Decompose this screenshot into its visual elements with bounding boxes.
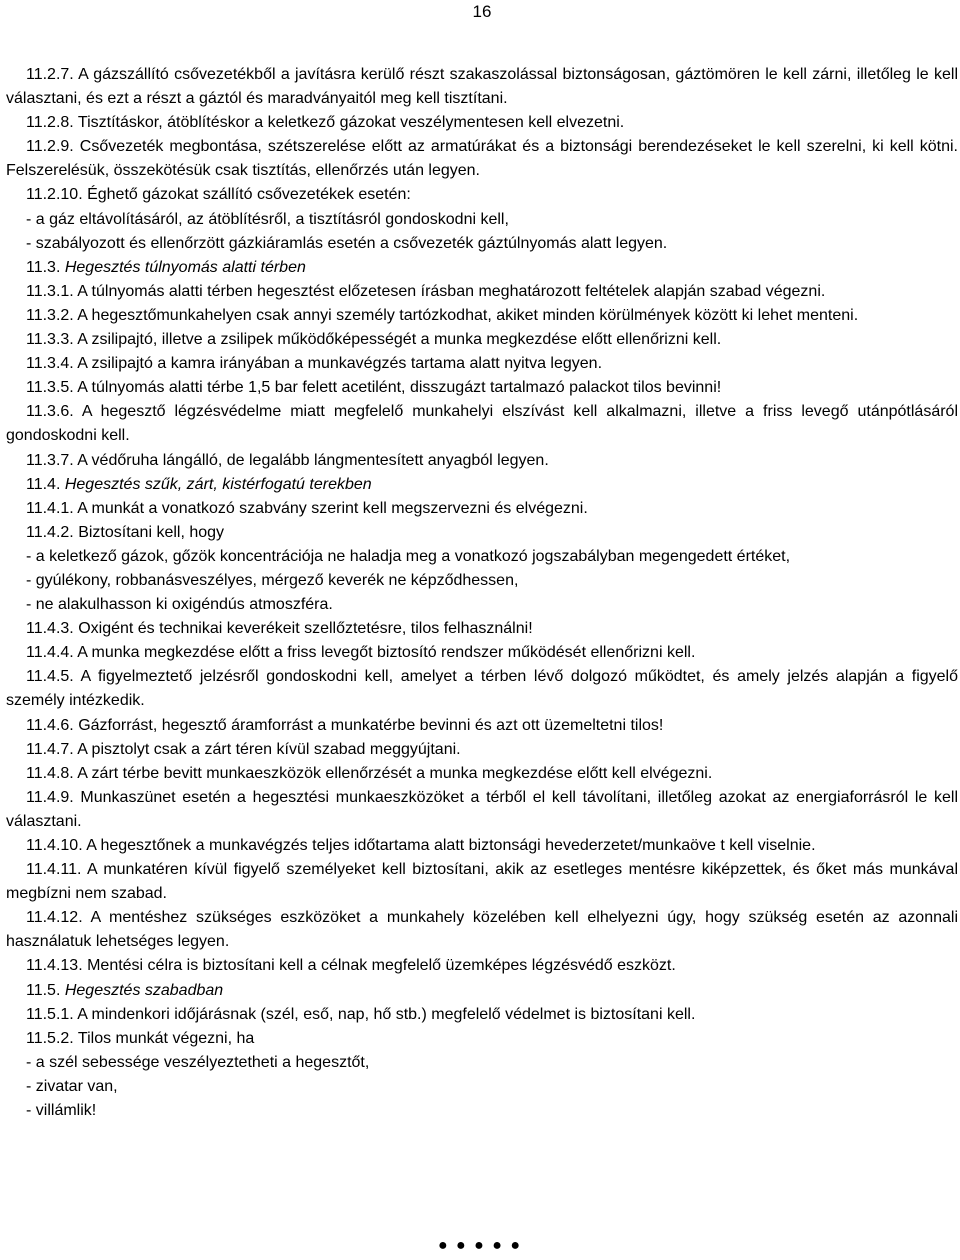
- paragraph: 11.4.3. Oxigént és technikai keverékeit szellőztetésre, tilos felhasználni!: [26, 620, 533, 638]
- list-item: - a gáz eltávolításáról, az átöblítésről, a tisztításról gondoskodni kell,: [26, 210, 509, 228]
- paragraph: 11.5.1. A mindenkori időjárásnak (szél, eső, nap, hő stb.) megfelelő védelmet is biztosítani kell.: [26, 1005, 696, 1023]
- paragraph: 11.4.4. A munka megkezdése előtt a friss levegőt biztosító rendszer működését ellenőrizni kell.: [26, 644, 696, 662]
- section-number: 11.5.: [26, 981, 65, 999]
- paragraph: 11.3.7. A védőruha lángálló, de legalább lángmentesített anyagból legyen.: [26, 451, 549, 469]
- list-item: - a szél sebessége veszélyeztetheti a hegesztőt,: [26, 1053, 370, 1071]
- paragraph: 11.2.8. Tisztításkor, átöblítéskor a keletkező gázokat veszélymentesen kell elvezetni.: [26, 114, 625, 132]
- section-title: Hegesztés szabadban: [64, 981, 224, 999]
- paragraph: 11.4.13. Mentési célra is biztosítani kell a célnak megfelelő üzemképes légzésvédő eszközt.: [26, 957, 676, 975]
- paragraph: 11.2.9. Csővezeték megbontása, szétszerelése előtt az armatúrákat és a biztonsági berendezéseket le kell szerelni, ki kell kötni. Felszerelésük, összekötésük csak tisztítás, ellenőrzés után legyen.: [6, 138, 958, 180]
- section-number: 11.3.: [26, 258, 65, 276]
- list-item: - zivatar van,: [26, 1077, 118, 1095]
- paragraph: 11.2.10. Éghető gázokat szállító csővezetékek esetén:: [26, 186, 411, 204]
- paragraph: 11.4.7. A pisztolyt csak a zárt téren kívül szabad meggyújtani.: [26, 740, 461, 758]
- section-heading: [6, 256, 958, 280]
- paragraph: 11.4.5. A figyelmeztető jelzésről gondoskodni kell, amelyet a térben lévő dolgozó működtet, és amely jelzés alapján a figyelő személy intézkedik.: [6, 668, 958, 710]
- paragraph: 11.4.8. A zárt térbe bevitt munkaeszközök ellenőrzését a munka megkezdése előtt kell elvégezni.: [26, 764, 713, 782]
- paragraph: 11.3.4. A zsilipajtó a kamra irányában a munkavégzés tartama alatt nyitva legyen.: [26, 355, 603, 373]
- paragraph: 11.4.11. A munkatéren kívül figyelő személyeket kell biztosítani, akik az esetleges mentésre kiképzettek, és őket más munkával megbízni nem szabad.: [6, 861, 958, 903]
- paragraph: 11.4.9. Munkaszünet esetén a hegesztési munkaeszközöket a térből el kell távolítani, illetőleg azokat az energiaforrásról le kell választani.: [6, 788, 958, 830]
- paragraph: 11.3.1. A túlnyomás alatti térben hegesztést előzetesen írásban meghatározott feltételek alapján szabad végezni.: [26, 282, 826, 300]
- paragraph: 11.4.1. A munkát a vonatkozó szabvány szerint kell megszervezni és elvégezni.: [26, 499, 588, 517]
- paragraph: 11.3.3. A zsilipajtó, illetve a zsilipek működőképességét a munka megkezdése előtt ellenőrizni kell.: [26, 331, 722, 349]
- paragraph: 11.4.2. Biztosítani kell, hogy: [26, 523, 225, 541]
- paragraph: 11.2.7. A gázszállító csővezetékből a javításra kerülő részt szakaszolással biztonságosan, gáztömören le kell zárni, illetőleg le kell választani, és ezt a részt a gáztól és maradványaitól meg kell tisztítani.: [6, 66, 958, 108]
- section-number: 11.4.: [26, 475, 65, 493]
- section-heading: [6, 979, 958, 1003]
- section-heading: [6, 473, 958, 497]
- page-number: 16: [472, 2, 492, 21]
- section-title: Hegesztés szűk, zárt, kistérfogatú terekben: [64, 475, 372, 493]
- paragraph: 11.4.10. A hegesztőnek a munkavégzés teljes időtartama alatt biztonsági hevederzetet/munkaöve t kell viselnie.: [26, 837, 816, 854]
- section-title: Hegesztés túlnyomás alatti térben: [64, 258, 306, 276]
- list-item: - szabályozott és ellenőrzött gázkiáramlás esetén a csővezeték gáztúlnyomás alatt legyen.: [26, 234, 668, 252]
- paragraph: 11.4.6. Gázforrást, hegesztő áramforrást a munkatérbe bevinni és azt ott üzemeltetni tilos!: [26, 716, 664, 734]
- paragraph: 11.4.12. A mentéshez szükséges eszközöket a munkahely közelében kell elhelyezni úgy, hogy szükség esetén az azonnali használatuk lehetséges legyen.: [6, 909, 958, 951]
- list-item: - a keletkező gázok, gőzök koncentrációja ne haladja meg a vonatkozó jogszabályban megengedett értéket,: [26, 547, 791, 565]
- document-body: [6, 63, 958, 1123]
- list-item: - gyúlékony, robbanásveszélyes, mérgező keverék ne képződhessen,: [26, 571, 519, 589]
- list-item: - villámlik!: [26, 1102, 97, 1120]
- list-item: - ne alakulhasson ki oxigéndús atmoszféra.: [26, 596, 333, 614]
- paragraph: 11.3.6. A hegesztő légzésvédelme miatt megfelelő munkahelyi elszívást kell alkalmazni, illetve a friss levegő utánpótlásáról gondoskodni kell.: [6, 403, 958, 445]
- paragraph: 11.3.5. A túlnyomás alatti térbe 1,5 bar felett acetilént, disszugázt tartalmazó palackot tilos bevinni!: [26, 379, 722, 397]
- footer-dots: ● ● ● ● ●: [437, 1237, 523, 1254]
- paragraph: 11.5.2. Tilos munkát végezni, ha: [26, 1029, 255, 1047]
- paragraph: 11.3.2. A hegesztőmunkahelyen csak annyi személy tartózkodhat, akiket minden körülmények között ki lehet menteni.: [26, 306, 859, 324]
